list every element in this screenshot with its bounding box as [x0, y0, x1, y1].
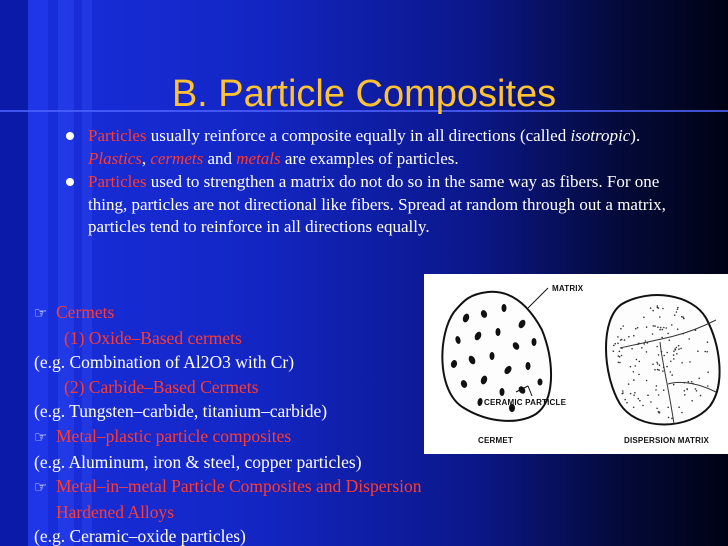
slide-title: B. Particle Composites — [171, 73, 557, 115]
list-item-label: Carbide–Based Cermets — [84, 376, 259, 397]
bullet-text-segment: isotropic — [570, 126, 631, 145]
list-item: Hardened Alloys — [56, 501, 175, 522]
bullet-text-segment: metals — [236, 148, 281, 168]
pointing-hand-icon: ☞ — [34, 427, 48, 446]
figure-label-ceramic-particle: CERAMIC PARTICLE — [484, 398, 567, 407]
bullet-text-segment: cermets — [150, 148, 204, 168]
list-item: (e.g. Aluminum, iron & steel, copper particles) — [34, 451, 362, 472]
figure-label-cermet: CERMET — [478, 436, 513, 445]
particle-composite-figure — [424, 274, 728, 454]
bullet-text-segment: Plastics — [88, 148, 142, 168]
list-item: (e.g. Combination of Al2O3 with Cr) — [34, 352, 295, 373]
bullet-item — [62, 125, 692, 170]
list-item-label: Metal–plastic particle composites — [56, 425, 292, 446]
round-bullet-icon — [66, 132, 74, 140]
bullet-text-segment: and — [203, 148, 237, 168]
round-bullet-icon — [66, 178, 74, 186]
bullet-text-segment: ). — [630, 126, 641, 145]
bullet-text-segment: , — [141, 148, 151, 168]
figure-label-matrix: MATRIX — [552, 284, 584, 293]
bullet-text-segment: are examples of particles. — [280, 148, 459, 168]
list-item-label: Oxide–Based cermets — [84, 327, 242, 348]
figure-label-dispersion-matrix: DISPERSION MATRIX — [624, 436, 710, 445]
list-item: (e.g. Ceramic–oxide particles) — [34, 526, 246, 546]
bullet-item — [62, 171, 692, 239]
matrix-leader-line — [528, 288, 548, 308]
bullet-text-segment: Particles — [88, 126, 147, 145]
bullet-text-segment: usually reinforce a composite equally in all directions (called — [146, 126, 571, 145]
list-item: (e.g. Tungsten–carbide, titanium–carbide) — [34, 401, 328, 422]
pointing-hand-icon: ☞ — [34, 304, 48, 322]
bullet-list — [62, 125, 692, 240]
list-item — [34, 474, 554, 500]
pointing-hand-icon: ☞ — [34, 478, 48, 497]
bullet-text-segment: used to strengthen a matrix do not do so in the same way as fibers. For one thing, particles are not directional like fibers. Spread at random through out a matrix, particles tend to reinforce in all directions equally. — [88, 172, 666, 236]
list-item-number: (1) — [64, 327, 85, 348]
list-item-label: Cermets — [56, 302, 115, 322]
list-item-number: (2) — [64, 376, 85, 397]
list-item-label: Metal–in–metal Particle Composites and Dispersion — [56, 476, 422, 497]
cermet-dispersion-diagram — [424, 274, 728, 454]
bullet-text-segment: Particles — [88, 172, 147, 191]
